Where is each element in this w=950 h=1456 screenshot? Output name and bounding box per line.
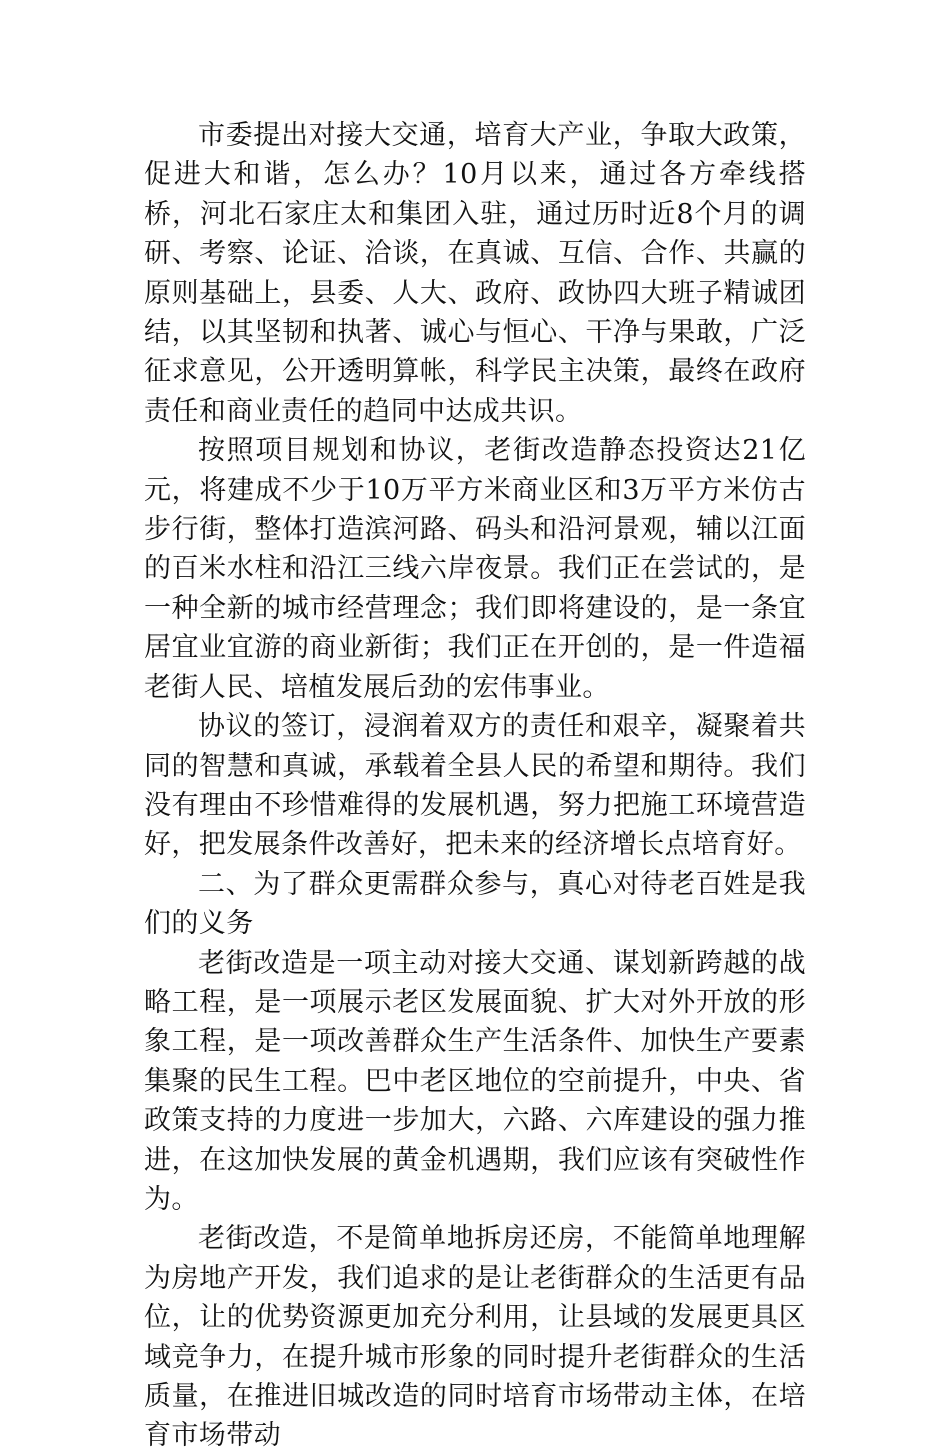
paragraph-4: 老街改造是一项主动对接大交通、谋划新跨越的战略工程，是一项展示老区发展面貌、扩大对外开放的形象工程，是一项改善群众生产生活条件、加快生产要素集聚的民生工程。巴中老区地位的空前提升，中央、省政策支持的力度进一步加大，六路、六库建设的强力推进，在这加快发展的黄金机遇期，我们应该有突破性作为。: [144, 947, 806, 1215]
paragraph-5: 老街改造，不是简单地拆房还房，不能简单地理解为房地产开发，我们追求的是让老街群众的生活更有品位，让的优势资源更加充分利用，让县域的发展更具区域竞争力，在提升城市形象的同时提升老街群众的生活质量，在推进旧城改造的同时培育市场带动主体，在培育市场带动: [144, 1223, 806, 1452]
paragraph-1: 市委提出对接大交通，培育大产业，争取大政策，促进大和谐，怎么办？10月以来，通过各方牵线搭桥，河北石家庄太和集团入驻，通过历时近8个月的调研、考察、论证、洽谈，在真诚、互信、合作、共赢的原则基础上，县委、人大、政府、政协四大班子精诚团结，以其坚韧和执著、诚心与恒心、干净与果敢，广泛征求意见，公开透明算帐，科学民主决策，最终在政府责任和商业责任的趋同中达成共识。: [144, 120, 806, 427]
paragraph-2: 按照项目规划和协议，老街改造静态投资达21亿元，将建成不少于10万平方米商业区和3万平方米仿古步行街，整体打造滨河路、码头和沿河景观，辅以江面的百米水柱和沿江三线六岸夜景。我们正在尝试的，是一种全新的城市经营理念；我们即将建设的，是一条宜居宜业宜游的商业新街；我们正在开创的，是一件造福老街人民、培植发展后劲的宏伟事业。: [144, 435, 806, 703]
section-heading: 二、为了群众更需群众参与，真心对待老百姓是我们的义务: [144, 868, 806, 940]
paragraph-3: 协议的签订，浸润着双方的责任和艰辛，凝聚着共同的智慧和真诚，承载着全县人民的希望和期待。我们没有理由不珍惜难得的发展机遇，努力把施工环境营造好，把发展条件改善好，把未来的经济增长点培育好。: [144, 711, 806, 861]
document-body: [144, 116, 806, 1456]
